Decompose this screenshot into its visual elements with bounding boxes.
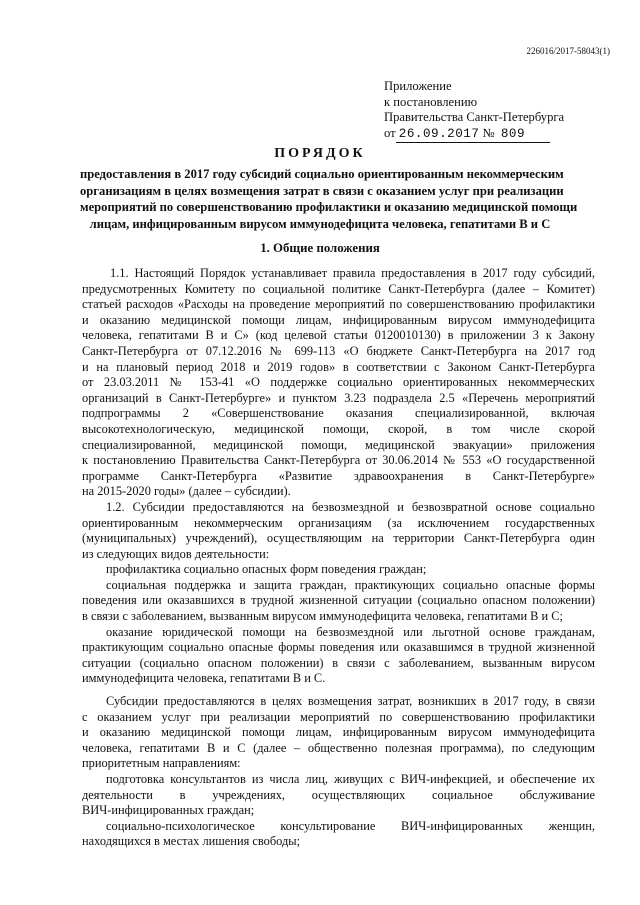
paragraph-line: иммунодефицита человека, гепатитами В и С. xyxy=(82,671,326,686)
paragraph-line: и оказанию медицинской помощи лицам, инфицированным вирусом иммунодефицита xyxy=(82,725,595,740)
paragraph-line: и оказанию медицинской помощи лицам, инфицированным вирусом иммунодефицита xyxy=(82,312,595,327)
paragraph xyxy=(82,266,595,500)
appendix-line-2: к постановлению xyxy=(384,94,478,109)
paragraph xyxy=(82,500,595,562)
paragraph-line: социально-психологическое консультирование ВИЧ-инфицированных женщин, xyxy=(106,818,595,833)
paragraph-line: с оказанием услуг при реализации мероприятий по совершенствованию профилактики xyxy=(82,709,595,724)
appendix-line-1: Приложение xyxy=(384,79,452,93)
resolution-number: 809 xyxy=(500,126,526,141)
paragraph xyxy=(82,694,595,772)
paragraph-line: организаций в Санкт-Петербурге» и пунктом 3.23 подраздела 2.5 «Перечень мероприятий xyxy=(82,390,595,405)
paragraph-line: поведения или оказавшихся в трудной жизненной ситуации (социально опасном положении) xyxy=(82,593,595,608)
date-prefix: от xyxy=(384,125,396,140)
paragraph xyxy=(82,578,595,625)
paragraph-line: программе Санкт-Петербурга «Развитие здравоохранения в Санкт-Петербурге» xyxy=(82,468,595,483)
number-sign: № xyxy=(482,125,495,140)
paragraph-line: находящихся в местах лишения свободы; xyxy=(82,834,301,849)
appendix-date-line xyxy=(384,126,564,144)
paragraph-gap xyxy=(82,687,595,694)
paragraph-line: оказание юридической помощи на безвозмездной или льготной основе гражданам, xyxy=(106,624,595,639)
paragraph-line: профилактика социально опасных форм поведения граждан; xyxy=(106,562,427,577)
paragraph-line: ситуации (социально опасном положении) в связи с заболеванием, вызванным вирусом xyxy=(82,655,595,670)
paragraph-line: предусмотренных Комитету по социальной политике Санкт-Петербурга (далее – Комитет) xyxy=(82,281,595,296)
paragraph-line: (муниципальных) учреждений), осуществляющим на территории Санкт-Петербурга один xyxy=(82,531,595,546)
date-underline xyxy=(396,126,551,144)
paragraph-line: статьей расходов «Расходы на проведение мероприятий по совершенствованию профилактики xyxy=(82,297,595,312)
paragraph-line: социальная поддержка и защита граждан, практикующих социально опасные формы xyxy=(106,577,595,592)
paragraph-line: деятельности в учреждениях, осуществляющих социальное обслуживание xyxy=(82,787,595,802)
paragraph-line: 1.1. Настоящий Порядок устанавливает правила предоставления в 2017 году субсидий, xyxy=(110,266,595,280)
subtitle-line: организациям в целях возмещения затрат в связи с оказанием услуг при реализации xyxy=(80,183,564,198)
section-heading: 1. Общие положения xyxy=(260,241,380,255)
paragraph-line: подготовка консультантов из числа лиц, живущих с ВИЧ-инфекцией, и обеспечение их xyxy=(106,772,595,786)
paragraph-line: ориентированным некоммерческим организациям (за исключением государственных xyxy=(82,515,595,530)
paragraph-line: подпрограммы 2 «Совершенствование оказания специализированной, включая xyxy=(82,406,595,421)
subtitle-line: предоставления в 2017 году субсидий социально ориентированным некоммерческим xyxy=(80,167,564,181)
paragraph-line: Санкт-Петербурга от 07.12.2016 № 699-113 «О бюджете Санкт-Петербурга на 2017 год xyxy=(82,343,595,358)
subtitle-line: лицам, инфицированным вирусом иммунодефицита человека, гепатитами В и С xyxy=(89,216,551,231)
resolution-date: 26.09.2017 xyxy=(398,126,480,141)
paragraph-line: высокотехнологическую, медицинской помощи, скорой, в том числе скорой xyxy=(82,421,595,436)
paragraph-line: 1.2. Субсидии предоставляются на безвозмездной и безвозвратной основе социально xyxy=(106,499,595,514)
paragraph-line: ВИЧ-инфицированных граждан; xyxy=(82,803,255,818)
paragraph-line: практикующим социально опасные формы поведения или оказавшимся в трудной жизненной xyxy=(82,640,595,655)
paragraph-line: в связи с заболеванием, вызванным вирусом иммунодефицита человека, гепатитами В и С; xyxy=(82,609,563,624)
paragraph-line: человека, гепатитами В и С» (код целевой статьи 0120010130) в приложении 3 к Закону xyxy=(82,328,595,343)
paragraph xyxy=(82,772,595,819)
paragraph xyxy=(82,562,595,578)
paragraph-line: из следующих видов деятельности: xyxy=(82,546,270,561)
paragraph xyxy=(82,625,595,687)
document-body xyxy=(82,266,595,850)
appendix-header xyxy=(384,79,564,143)
paragraph-line: специализированной, медицинской помощи, медицинской эвакуации» приложения xyxy=(82,437,595,452)
paragraph-line: к постановлению Правительства Санкт-Петербурга от 30.06.2014 № 553 «О государственной xyxy=(82,453,595,468)
paragraph-line: на 2015-2020 годы» (далее – субсидии). xyxy=(82,484,291,499)
paragraph-line: от 23.03.2011 № 153-41 «О поддержке социально ориентированных некоммерческих xyxy=(82,375,595,390)
paragraph-line: человека, гепатитами В и С (далее – общественно полезная программа), по следующим xyxy=(82,740,595,755)
paragraph-line: и на плановый период 2018 и 2019 годов» в соответствии с Законом Санкт-Петербурга xyxy=(82,359,595,374)
document-title: ПОРЯДОК xyxy=(274,146,366,161)
document-subtitle xyxy=(80,166,578,232)
appendix-line-3: Правительства Санкт-Петербурга xyxy=(384,110,565,124)
paragraph-line: приоритетным направлениям: xyxy=(82,756,241,771)
document-code: 226016/2017-58043(1) xyxy=(526,46,610,56)
paragraph xyxy=(82,819,595,850)
paragraph-line: Субсидии предоставляются в целях возмещения затрат, возникших в 2017 году, в связи xyxy=(106,694,595,709)
subtitle-line: мероприятий по совершенствованию профилактики и оказанию медицинской помощи xyxy=(80,200,578,214)
